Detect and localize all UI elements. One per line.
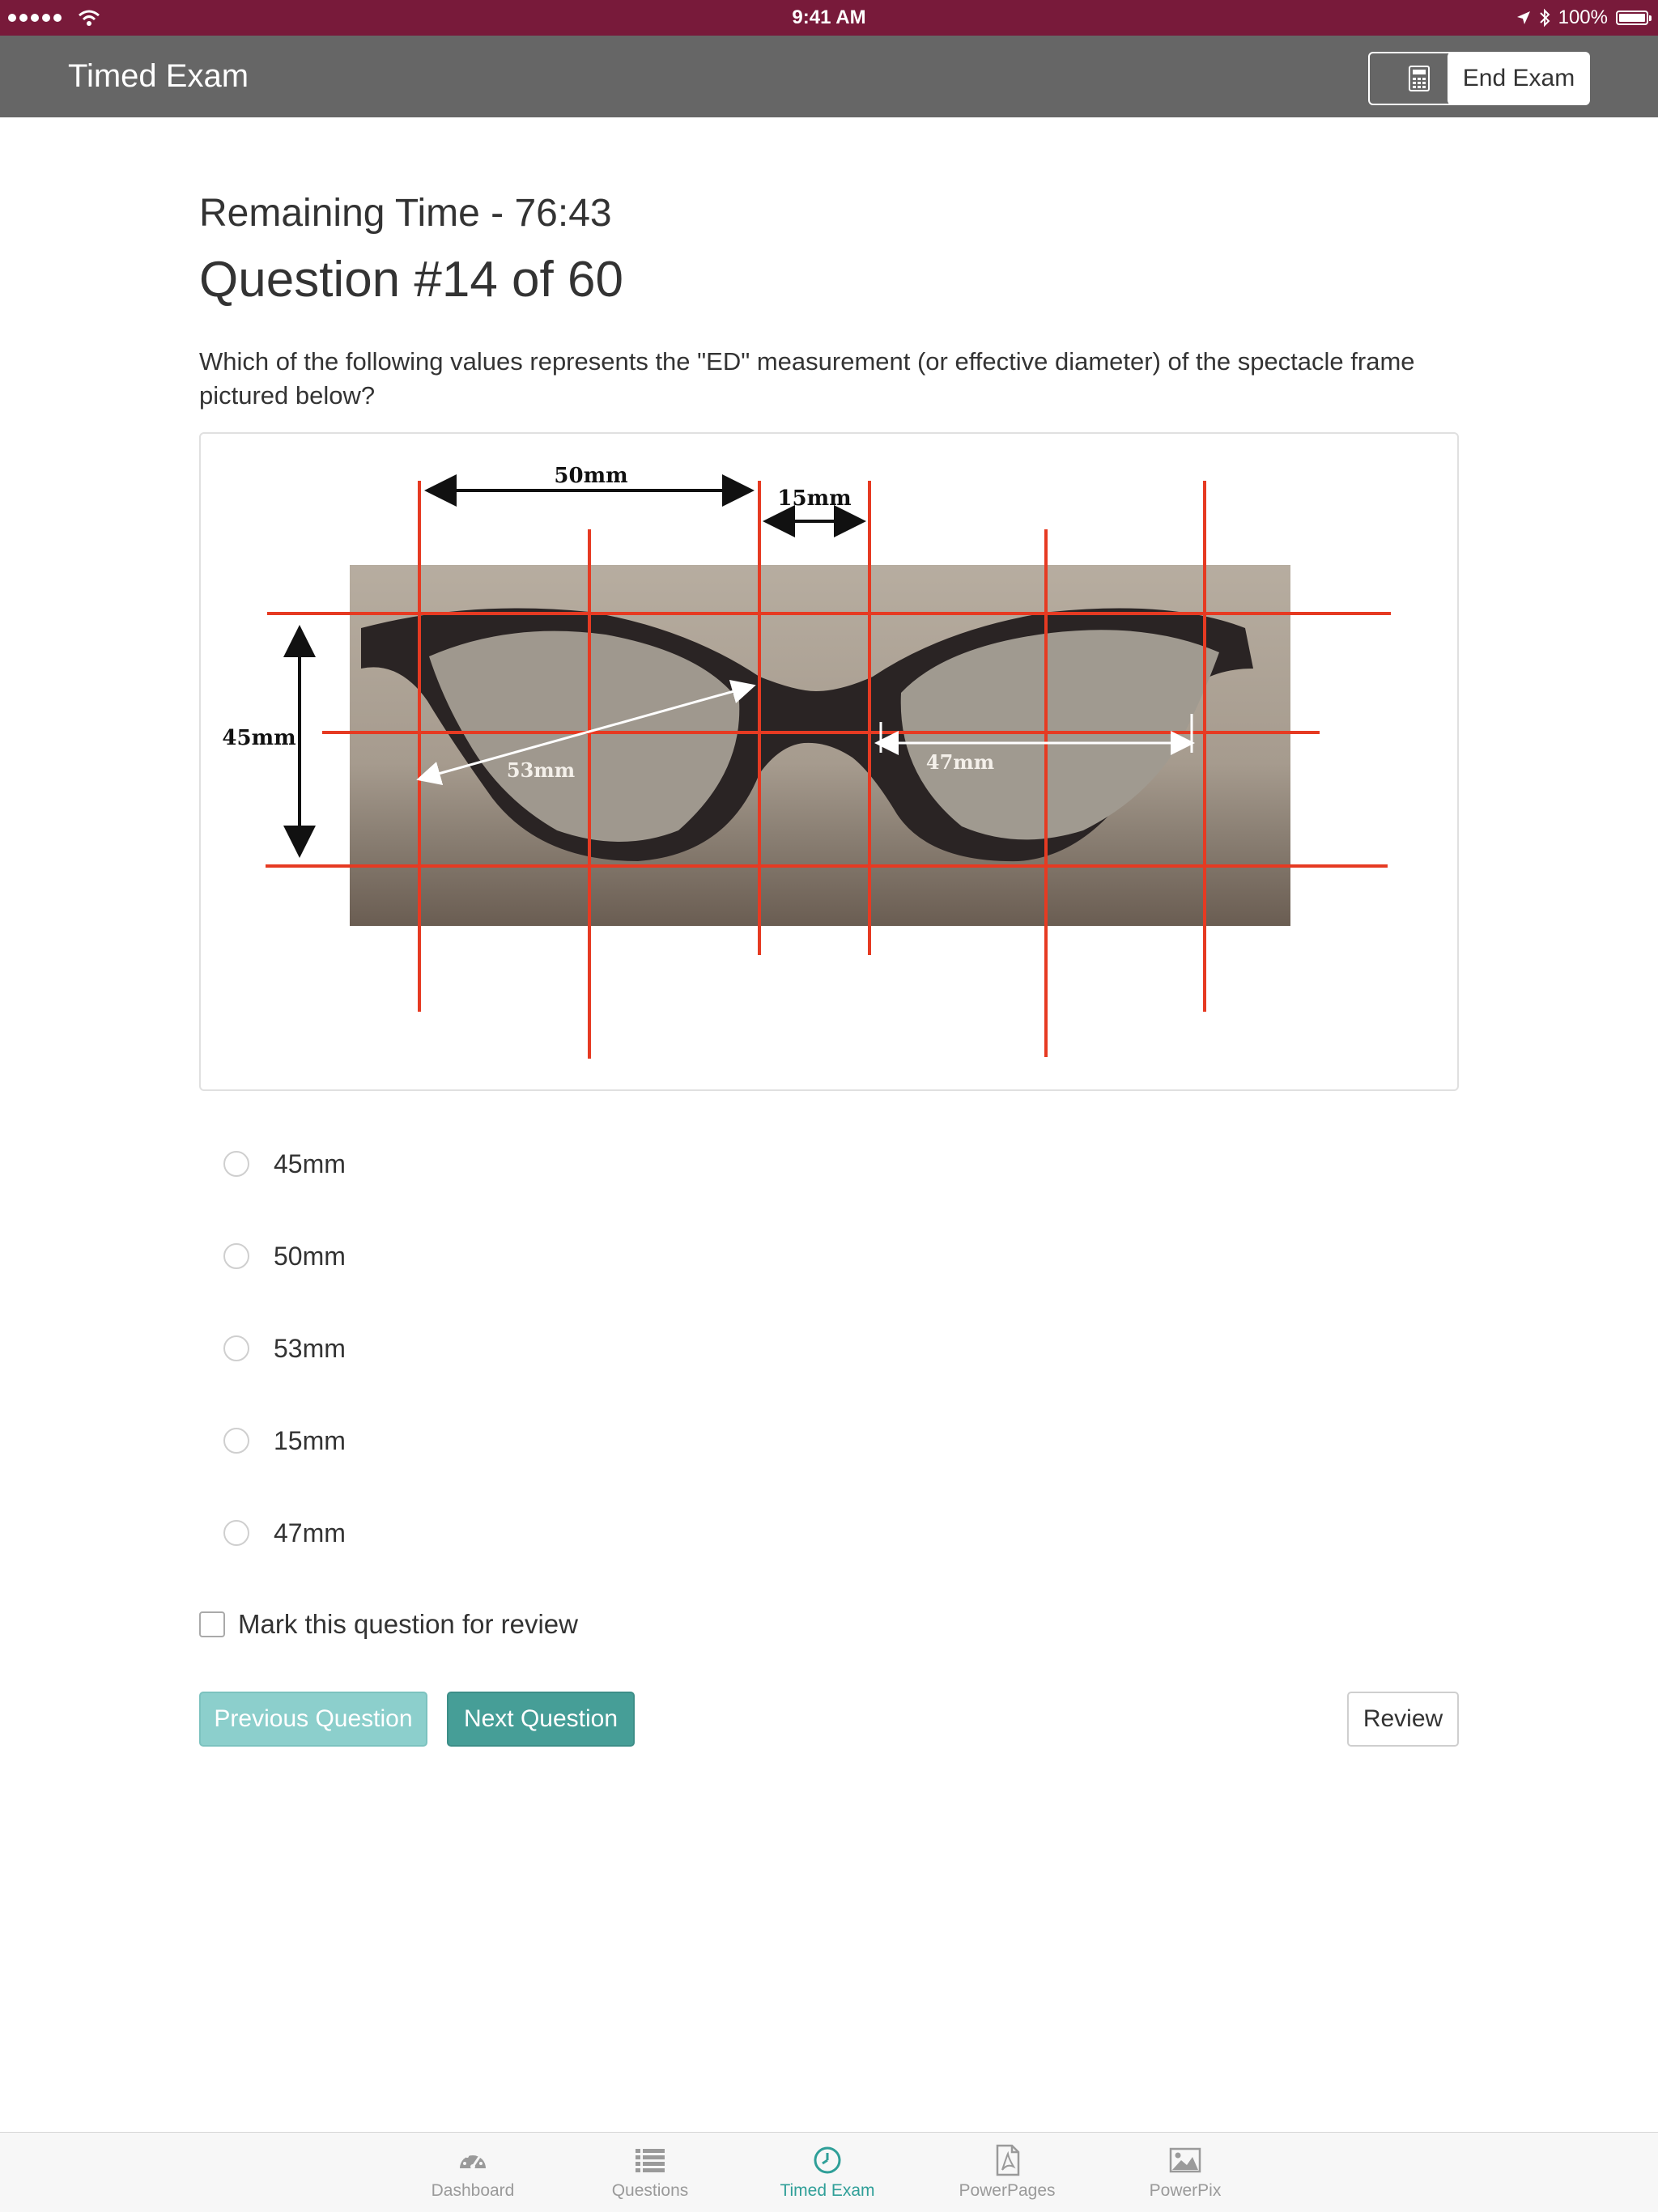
- tab-powerpages[interactable]: [934, 2144, 1080, 2201]
- radio-button[interactable]: [223, 1520, 249, 1546]
- tab-dashboard[interactable]: [400, 2144, 546, 2201]
- tab-questions[interactable]: [577, 2144, 723, 2201]
- page-title: Timed Exam: [68, 58, 249, 94]
- location-icon: [1516, 11, 1531, 25]
- choice-option[interactable]: [223, 1240, 346, 1272]
- bridge-label: 15mm: [777, 486, 852, 511]
- checkbox[interactable]: [199, 1611, 225, 1637]
- tab-label: Timed Exam: [780, 2181, 875, 2200]
- tab-label: Questions: [611, 2181, 689, 2200]
- choice-option[interactable]: [223, 1424, 346, 1457]
- app-header: [0, 36, 1658, 117]
- status-bar: [0, 0, 1658, 36]
- mark-review-label: Mark this question for review: [238, 1609, 578, 1639]
- end-exam-button[interactable]: End Exam: [1448, 52, 1590, 105]
- width-label: 50mm: [554, 464, 628, 488]
- height-label: 45mm: [222, 726, 296, 750]
- next-question-button[interactable]: Next Question: [447, 1692, 635, 1747]
- question-figure: [199, 432, 1459, 1091]
- battery-icon: [1616, 11, 1648, 25]
- tab-timed-exam[interactable]: [755, 2144, 900, 2201]
- image-icon: [1169, 2144, 1201, 2176]
- inner-label: 47mm: [925, 750, 995, 774]
- tab-label: Dashboard: [431, 2181, 515, 2200]
- choice-option[interactable]: [223, 1148, 346, 1180]
- previous-question-button[interactable]: Previous Question: [199, 1692, 427, 1747]
- choice-label: 50mm: [274, 1241, 346, 1271]
- radio-button[interactable]: [223, 1428, 249, 1454]
- choice-label: 45mm: [274, 1148, 346, 1178]
- diagonal-label: 53mm: [506, 758, 576, 782]
- radio-button[interactable]: [223, 1151, 249, 1177]
- bluetooth-icon: [1539, 8, 1550, 28]
- battery-percent: 100%: [1558, 6, 1608, 28]
- pdf-icon: [991, 2144, 1023, 2176]
- radio-button[interactable]: [223, 1335, 249, 1361]
- mark-review-checkbox[interactable]: [199, 1609, 578, 1640]
- tab-bar: [0, 2132, 1658, 2212]
- list-icon: [634, 2144, 666, 2176]
- clock-icon: [811, 2144, 844, 2176]
- choice-label: 47mm: [274, 1518, 346, 1548]
- question-text: Which of the following values represents the "ED" measurement (or effective diameter) of the spectacle frame pictured below?: [199, 347, 1415, 410]
- choice-label: 15mm: [274, 1425, 346, 1455]
- status-time: 9:41 AM: [792, 6, 866, 28]
- spectacle-diagram: [201, 434, 1460, 1093]
- choice-label: 53mm: [274, 1333, 346, 1363]
- dashboard-icon: [457, 2144, 489, 2176]
- review-button[interactable]: Review: [1347, 1692, 1459, 1747]
- tab-label: PowerPages: [959, 2181, 1056, 2200]
- remaining-time: Remaining Time - 76:43: [199, 192, 612, 235]
- calculator-icon: [1409, 66, 1430, 91]
- tab-powerpix[interactable]: [1112, 2144, 1258, 2201]
- tab-label: PowerPix: [1149, 2181, 1222, 2200]
- choice-option[interactable]: [223, 1517, 346, 1549]
- question-number: Question #14 of 60: [199, 252, 623, 308]
- status-right: [1516, 0, 1648, 36]
- radio-button[interactable]: [223, 1243, 249, 1269]
- choice-option[interactable]: [223, 1332, 346, 1365]
